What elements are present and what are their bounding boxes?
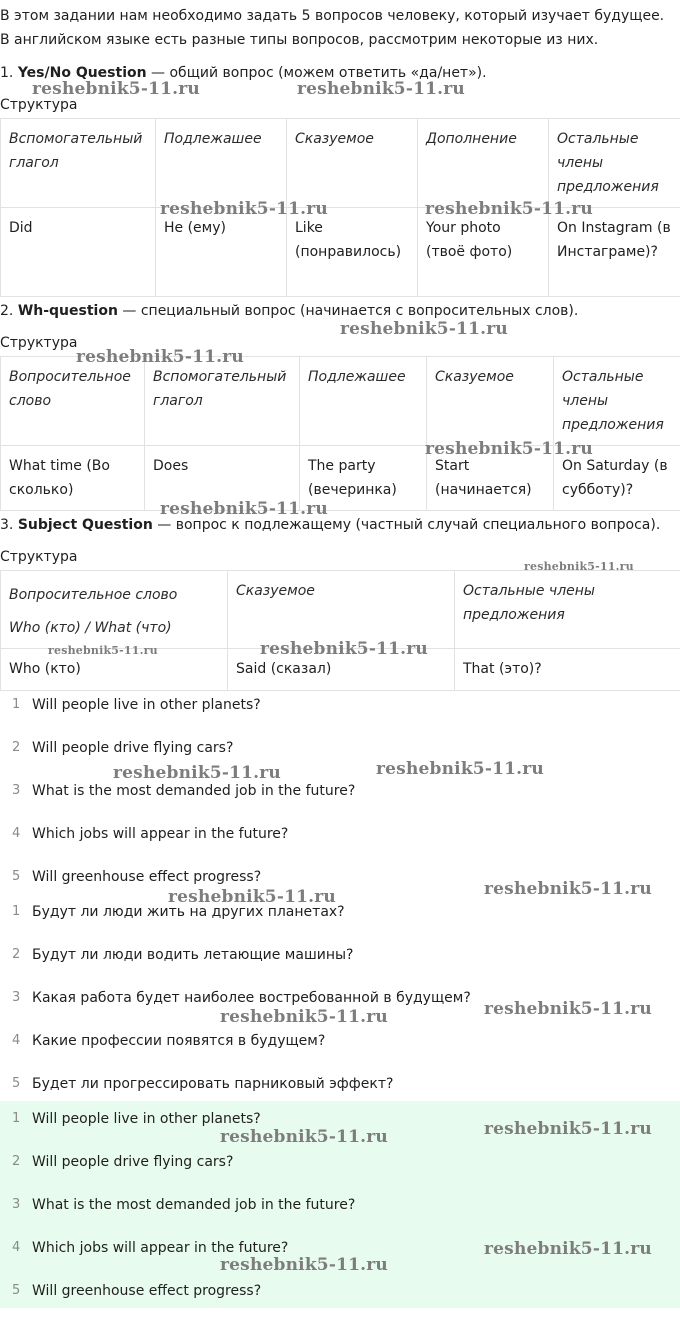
list-number: 4	[12, 1240, 21, 1255]
table-header-cell	[1, 571, 228, 649]
question-list-english	[0, 693, 680, 903]
list-number: 4	[12, 1033, 21, 1048]
table-header-cell: Подлежашее	[156, 119, 287, 208]
list-text: Will people drive flying cars?	[32, 1154, 234, 1170]
watermark: reshebnik5-11.ru	[484, 1119, 652, 1139]
list-number: 2	[12, 947, 21, 962]
watermark: reshebnik5-11.ru	[484, 1239, 652, 1259]
structure-label: Структура	[0, 335, 78, 351]
watermark: reshebnik5-11.ru	[524, 560, 634, 573]
section-number: 3.	[0, 517, 14, 533]
table-header-cell: Дополнение	[418, 119, 549, 208]
section-term: Wh-question	[17, 303, 118, 319]
list-number: 5	[12, 1076, 21, 1091]
watermark: reshebnik5-11.ru	[32, 79, 200, 99]
header-line: Who (кто) / What (что)	[9, 620, 172, 636]
watermark: reshebnik5-11.ru	[113, 763, 281, 783]
table-header-cell: Подлежашее	[300, 357, 427, 446]
list-text: Какая работа будет наиболее востребованной в будущем?	[32, 990, 471, 1006]
list-number: 1	[12, 904, 21, 919]
list-text: Which jobs will appear in the future?	[32, 1240, 289, 1256]
intro-line-2: В английском языке есть разные типы вопросов, рассмотрим некоторые из них.	[0, 32, 599, 48]
list-text: Будут ли люди жить на других планетах?	[32, 904, 345, 920]
watermark: reshebnik5-11.ru	[297, 79, 465, 99]
table-cell: What time (Во сколько)	[1, 446, 145, 511]
list-text: Will people live in other planets?	[32, 697, 261, 713]
table-header-cell: Сказуемое	[287, 119, 418, 208]
list-text: Will people drive flying cars?	[32, 740, 234, 756]
list-number: 1	[12, 697, 21, 712]
section-term: Yes/No Question	[17, 65, 147, 81]
watermark: reshebnik5-11.ru	[160, 499, 328, 519]
list-text: Будут ли люди водить летающие машины?	[32, 947, 354, 963]
section-3-heading	[0, 513, 660, 537]
section-number: 2.	[0, 303, 14, 319]
section-description: — специальный вопрос (начинается с вопросительных слов).	[117, 303, 579, 319]
list-number: 2	[12, 1154, 21, 1169]
watermark: reshebnik5-11.ru	[220, 1007, 388, 1027]
table-header-cell: Вспомогательный глагол	[1, 119, 156, 208]
table-header-row	[1, 357, 680, 446]
table-cell: The party (вечеринка)	[300, 446, 427, 511]
table-cell: Said (сказал)	[228, 649, 455, 691]
watermark: reshebnik5-11.ru	[220, 1127, 388, 1147]
table-cell: Start (начинается)	[427, 446, 554, 511]
section-number: 1.	[0, 65, 14, 81]
table-header-cell: Остальные члены предложения	[554, 357, 680, 446]
watermark: reshebnik5-11.ru	[260, 639, 428, 659]
list-text: Will greenhouse effect progress?	[32, 869, 262, 885]
table-header-cell: Остальные члены предложения	[455, 571, 680, 649]
list-text: Will people live in other planets?	[32, 1111, 261, 1127]
table-header-cell: Сказуемое	[427, 357, 554, 446]
watermark: reshebnik5-11.ru	[484, 879, 652, 899]
table-cell: Your photo (твоё фото)	[418, 208, 549, 297]
table-header-cell: Вопросительное слово	[1, 357, 145, 446]
section-term: Subject Question	[17, 517, 153, 533]
list-number: 3	[12, 990, 21, 1005]
watermark: reshebnik5-11.ru	[220, 1255, 388, 1275]
table-cell: Does	[145, 446, 300, 511]
table-cell: That (это)?	[455, 649, 680, 691]
table-cell: Did	[1, 208, 156, 297]
table-header-cell: Сказуемое	[228, 571, 455, 649]
list-text: Which jobs will appear in the future?	[32, 826, 289, 842]
list-text: Будет ли прогрессировать парниковый эффект?	[32, 1076, 394, 1092]
table-header-row	[1, 571, 680, 649]
table-cell: Like (понравилось)	[287, 208, 418, 297]
section-description: — общий вопрос (можем ответить «да/нет»).	[146, 65, 487, 81]
list-number: 2	[12, 740, 21, 755]
list-text: Will greenhouse effect progress?	[32, 1283, 262, 1299]
list-number: 3	[12, 1197, 21, 1212]
list-number: 1	[12, 1111, 21, 1126]
table-cell: Who (кто)	[1, 649, 228, 691]
watermark: reshebnik5-11.ru	[425, 439, 593, 459]
list-number: 4	[12, 826, 21, 841]
watermark: reshebnik5-11.ru	[340, 319, 508, 339]
structure-label: Структура	[0, 549, 78, 565]
structure-table-wh	[0, 356, 680, 511]
list-text: What is the most demanded job in the future?	[32, 1197, 356, 1213]
section-description: — вопрос к подлежащему (частный случай специального вопроса).	[152, 517, 661, 533]
table-cell: He (ему)	[156, 208, 287, 297]
table-header-cell: Вспомогательный глагол	[145, 357, 300, 446]
structure-table-subject	[0, 570, 680, 691]
table-row	[1, 208, 680, 297]
watermark: reshebnik5-11.ru	[48, 644, 158, 657]
structure-label: Структура	[0, 97, 78, 113]
list-number: 5	[12, 1283, 21, 1298]
list-text: Какие профессии появятся в будущем?	[32, 1033, 326, 1049]
table-cell: On Instagram (в Инстаграме)?	[549, 208, 680, 297]
list-number: 3	[12, 783, 21, 798]
intro-line-1: В этом задании нам необходимо задать 5 вопросов человеку, который изучает будущее.	[0, 8, 665, 24]
watermark: reshebnik5-11.ru	[160, 199, 328, 219]
watermark: reshebnik5-11.ru	[376, 759, 544, 779]
watermark: reshebnik5-11.ru	[425, 199, 593, 219]
watermark: reshebnik5-11.ru	[484, 999, 652, 1019]
list-number: 5	[12, 869, 21, 884]
table-header-cell: Остальные члены предложения	[549, 119, 680, 208]
watermark: reshebnik5-11.ru	[168, 887, 336, 907]
header-line: Вопросительное слово	[9, 587, 178, 603]
table-cell: On Saturday (в субботу)?	[554, 446, 680, 511]
table-header-row	[1, 119, 680, 208]
watermark: reshebnik5-11.ru	[76, 347, 244, 367]
list-text: What is the most demanded job in the future?	[32, 783, 356, 799]
